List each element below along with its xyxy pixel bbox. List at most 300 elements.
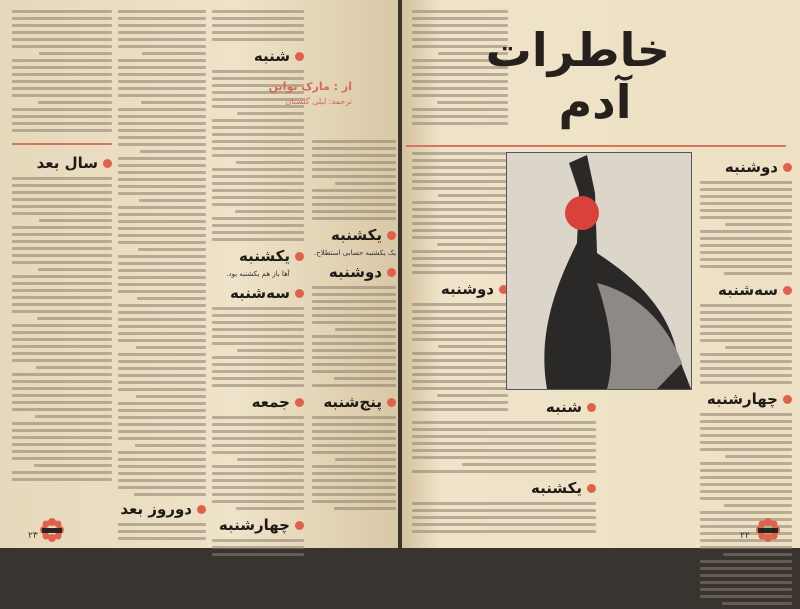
text-line: [312, 321, 396, 324]
text-line: [136, 395, 206, 398]
text-line: [412, 208, 508, 211]
text-line: [118, 325, 206, 328]
text-line: [118, 122, 206, 125]
text-line: [12, 177, 112, 180]
text-line: [412, 331, 508, 334]
text-line: [12, 45, 112, 48]
column-right-inner: [412, 152, 508, 415]
text-line: [212, 335, 304, 338]
text-line: [118, 108, 206, 111]
text-line: [12, 108, 112, 111]
text-line: [118, 304, 206, 307]
bullet-icon: [387, 268, 396, 277]
text-line: [312, 486, 396, 489]
bullet-icon: [387, 231, 396, 240]
text-line: [118, 465, 206, 468]
text-line: [700, 588, 792, 591]
text-line: [12, 408, 112, 411]
text-line: [12, 338, 112, 341]
apple-icon: [565, 196, 599, 230]
text-line: [237, 349, 304, 352]
text-line: [118, 353, 206, 356]
text-line: [700, 462, 792, 465]
text-line: [142, 52, 206, 55]
heading-text: دوشنبه: [440, 280, 494, 298]
text-line: [212, 451, 304, 454]
text-line: [412, 380, 508, 383]
text-line: [412, 373, 508, 376]
text-line: [12, 275, 112, 278]
text-line: [118, 530, 206, 533]
heading-text: دوشنبه: [328, 263, 382, 281]
text-line: [700, 237, 792, 240]
text-line: [412, 456, 596, 459]
text-line: [212, 479, 304, 482]
text-line: [118, 171, 206, 174]
text-line: [12, 212, 112, 215]
text-line: [212, 328, 304, 331]
bullet-icon: [783, 395, 792, 404]
text-line: [118, 213, 206, 216]
body-text: [412, 421, 596, 473]
text-line: [235, 210, 304, 213]
text-line: [118, 38, 206, 41]
text-line: [700, 332, 792, 335]
byline: [262, 80, 352, 106]
heading-saturday-r: [412, 398, 596, 416]
text-line: [12, 457, 112, 460]
text-line: [212, 119, 304, 122]
text-line: [700, 476, 792, 479]
text-line: [412, 215, 508, 218]
text-line: [723, 553, 792, 556]
text-line: [212, 168, 304, 171]
text-line: [412, 250, 508, 253]
text-line: [118, 318, 206, 321]
text-line: [212, 356, 304, 359]
text-line: [12, 94, 112, 97]
text-line: [212, 416, 304, 419]
text-line: [412, 180, 508, 183]
text-line: [212, 38, 304, 41]
title-rule: [406, 145, 786, 147]
text-line: [118, 458, 206, 461]
text-line: [12, 24, 112, 27]
page-number: ۲۳: [28, 531, 38, 541]
text-line: [412, 264, 508, 267]
body-text: [212, 307, 304, 387]
text-line: [412, 80, 508, 83]
text-line: [700, 244, 792, 247]
body-text: [700, 304, 792, 384]
text-line: [412, 310, 508, 313]
text-line: [236, 161, 304, 164]
text-line: [212, 363, 304, 366]
text-line: [212, 493, 304, 496]
text-line: [212, 182, 304, 185]
text-line: [12, 254, 112, 257]
text-line: [12, 450, 112, 453]
text-line: [212, 217, 304, 220]
text-line: [118, 283, 206, 286]
title-line-2: آدم: [558, 75, 632, 129]
text-line: [212, 500, 304, 503]
text-line: [118, 290, 206, 293]
heading-two-days-later: [118, 500, 206, 518]
heading-monday-r: [412, 280, 508, 298]
text-line: [118, 66, 206, 69]
text-line: [12, 115, 112, 118]
text-line: [212, 444, 304, 447]
text-line: [724, 272, 792, 275]
text-line: [412, 166, 508, 169]
text-line: [12, 198, 112, 201]
text-line: [212, 70, 304, 73]
text-line: [118, 234, 206, 237]
text-line: [118, 10, 206, 13]
text-line: [212, 17, 304, 20]
text-line: [118, 178, 206, 181]
text-line: [118, 192, 206, 195]
text-line: [312, 154, 396, 157]
text-line: [118, 472, 206, 475]
text-line: [12, 184, 112, 187]
text-line: [312, 168, 396, 171]
heading-monday-outer: [700, 158, 792, 176]
text-line: [39, 219, 112, 222]
text-line: [412, 236, 508, 239]
text-line: [12, 422, 112, 425]
text-line: [412, 108, 508, 111]
heading-tuesday: [212, 284, 304, 302]
text-line: [700, 209, 792, 212]
text-line: [700, 311, 792, 314]
text-line: [412, 271, 508, 274]
text-line: [700, 216, 792, 219]
text-line: [412, 122, 508, 125]
text-line: [118, 451, 206, 454]
text-line: [118, 24, 206, 27]
text-line: [700, 595, 792, 598]
text-line: [118, 276, 206, 279]
text-line: [312, 384, 396, 387]
text-line: [12, 373, 112, 376]
heading-text: چهارشنبه: [706, 390, 778, 408]
text-line: [412, 359, 508, 362]
text-line: [12, 247, 112, 250]
text-line: [12, 443, 112, 446]
text-line: [118, 437, 206, 440]
text-line: [118, 381, 206, 384]
inline-note: آها باز هم یکشنبه بود.: [226, 270, 290, 278]
text-line: [412, 530, 596, 533]
text-line: [12, 73, 112, 76]
text-line: [412, 115, 508, 118]
text-line: [118, 136, 206, 139]
text-line: [725, 455, 792, 458]
text-line: [12, 10, 112, 13]
text-line: [412, 303, 508, 306]
text-line: [12, 38, 112, 41]
bullet-icon: [295, 521, 304, 530]
text-line: [212, 10, 304, 13]
column-right-inner-lower: [412, 392, 596, 537]
text-line: [700, 490, 792, 493]
text-line: [12, 226, 112, 229]
text-line: [118, 206, 206, 209]
text-line: [212, 342, 304, 345]
section-rule: [12, 143, 112, 145]
text-line: [212, 553, 304, 556]
heading-sunday: [212, 247, 304, 265]
text-line: [12, 324, 112, 327]
heading-text: شنبه: [545, 398, 582, 416]
text-line: [412, 442, 596, 445]
text-line: [412, 366, 508, 369]
text-line: [212, 437, 304, 440]
author-name: از : مارک تواین: [268, 80, 352, 93]
text-line: [312, 370, 396, 373]
text-line: [312, 444, 396, 447]
text-line: [700, 574, 792, 577]
text-line: [118, 367, 206, 370]
text-line: [700, 325, 792, 328]
body-text: [12, 177, 112, 481]
text-line: [118, 227, 206, 230]
body-text: [212, 539, 304, 556]
bullet-icon: [387, 398, 396, 407]
text-line: [118, 262, 206, 265]
text-line: [12, 331, 112, 334]
text-line: [312, 423, 396, 426]
text-line: [700, 434, 792, 437]
text-line: [724, 504, 792, 507]
text-line: [118, 402, 206, 405]
text-line: [212, 154, 304, 157]
text-line: [12, 394, 112, 397]
text-line: [118, 164, 206, 167]
text-line: [212, 24, 304, 27]
heading-text: یکشنبه: [331, 226, 382, 244]
text-line: [700, 339, 792, 342]
text-line: [412, 421, 596, 424]
text-line: [118, 59, 206, 62]
text-line: [212, 31, 304, 34]
bullet-icon: [783, 286, 792, 295]
text-line: [212, 238, 304, 241]
text-line: [700, 413, 792, 416]
text-line: [118, 17, 206, 20]
text-line: [12, 87, 112, 90]
text-line: [312, 314, 396, 317]
heading-wednesday-outer: [700, 390, 792, 408]
text-line: [212, 314, 304, 317]
text-line: [118, 332, 206, 335]
body-text: [412, 152, 508, 274]
text-line: [138, 248, 206, 251]
bullet-icon: [587, 484, 596, 493]
text-line: [312, 175, 396, 178]
text-line: [700, 251, 792, 254]
text-line: [412, 222, 508, 225]
text-line: [312, 430, 396, 433]
body-text: [412, 502, 596, 533]
text-line: [237, 458, 304, 461]
text-line: [135, 444, 206, 447]
text-line: [12, 303, 112, 306]
text-line: [412, 324, 508, 327]
text-line: [12, 205, 112, 208]
text-line: [12, 17, 112, 20]
bullet-icon: [295, 289, 304, 298]
heading-text: چهارشنبه: [218, 516, 290, 534]
text-line: [12, 240, 112, 243]
text-line: [312, 140, 396, 143]
body-text: [212, 10, 304, 41]
text-line: [312, 493, 396, 496]
text-line: [136, 346, 206, 349]
text-line: [700, 195, 792, 198]
text-line: [700, 230, 792, 233]
text-line: [118, 73, 206, 76]
text-line: [12, 80, 112, 83]
text-line: [462, 463, 596, 466]
article-title: [485, 23, 670, 129]
body-text: [312, 140, 396, 220]
body-text: [118, 10, 206, 496]
text-line: [141, 101, 206, 104]
heading-text: یکشنبه: [531, 479, 582, 497]
text-line: [134, 493, 206, 496]
text-line: [12, 401, 112, 404]
text-line: [312, 210, 396, 213]
text-line: [212, 140, 304, 143]
text-line: [118, 115, 206, 118]
text-line: [725, 223, 792, 226]
text-line: [118, 45, 206, 48]
text-line: [700, 258, 792, 261]
text-line: [212, 465, 304, 468]
article-photo: [506, 152, 692, 390]
text-line: [412, 352, 508, 355]
text-line: [412, 317, 508, 320]
text-line: [118, 241, 206, 244]
text-line: [12, 345, 112, 348]
page-number: ۲۲: [740, 531, 750, 541]
text-line: [139, 199, 206, 202]
text-line: [334, 507, 396, 510]
heading-text: سه‌شنبه: [718, 281, 778, 299]
text-line: [118, 360, 206, 363]
heading-tuesday-outer: [700, 281, 792, 299]
text-line: [412, 435, 596, 438]
text-line: [700, 497, 792, 500]
bullet-icon: [295, 398, 304, 407]
text-line: [118, 269, 206, 272]
text-line: [312, 342, 396, 345]
text-line: [700, 318, 792, 321]
heading-text: جمعه: [251, 393, 290, 411]
heading-text: سال بعد: [36, 154, 98, 172]
text-line: [312, 203, 396, 206]
text-line: [236, 507, 304, 510]
bullet-icon: [197, 505, 206, 514]
text-line: [137, 297, 206, 300]
text-line: [118, 157, 206, 160]
text-line: [212, 189, 304, 192]
inline-note: یک یکشنبه حسابی استطلاح.: [314, 249, 396, 257]
text-line: [12, 31, 112, 34]
text-line: [412, 229, 508, 232]
text-line: [118, 430, 206, 433]
text-line: [700, 581, 792, 584]
text-line: [700, 181, 792, 184]
column-left-c: [118, 10, 206, 544]
text-line: [118, 87, 206, 90]
text-line: [212, 546, 304, 549]
text-line: [412, 428, 596, 431]
text-line: [312, 349, 396, 352]
text-line: [38, 268, 112, 271]
text-line: [312, 363, 396, 366]
title-line-1: خاطرات: [485, 23, 670, 77]
body-text: [700, 181, 792, 275]
text-line: [412, 152, 508, 155]
text-line: [212, 384, 304, 387]
magazine-logo: [756, 518, 780, 546]
text-line: [700, 427, 792, 430]
body-text: [12, 10, 112, 132]
text-line: [12, 478, 112, 481]
heading-text: سه‌شنبه: [230, 284, 290, 302]
text-line: [335, 458, 396, 461]
text-line: [12, 471, 112, 474]
left-page: [0, 0, 398, 548]
text-line: [312, 293, 396, 296]
bullet-icon: [783, 163, 792, 172]
column-left-b: [312, 140, 396, 514]
text-line: [118, 537, 206, 540]
text-line: [700, 360, 792, 363]
text-line: [118, 129, 206, 132]
text-line: [36, 366, 112, 369]
text-line: [12, 387, 112, 390]
heading-text: دوروز بعد: [120, 500, 192, 518]
text-line: [412, 17, 508, 20]
text-line: [118, 311, 206, 314]
text-line: [38, 101, 112, 104]
heading-monday: [312, 263, 396, 281]
text-line: [118, 31, 206, 34]
text-line: [212, 147, 304, 150]
text-line: [12, 191, 112, 194]
text-line: [12, 66, 112, 69]
right-page: [402, 0, 800, 548]
text-line: [12, 310, 112, 313]
text-line: [212, 231, 304, 234]
text-line: [212, 133, 304, 136]
text-line: [212, 423, 304, 426]
text-line: [312, 335, 396, 338]
text-line: [700, 546, 792, 549]
magazine-logo: [40, 518, 64, 546]
text-line: [412, 338, 508, 341]
translator-name: ترجمه: لیلی گلستان: [285, 97, 352, 106]
text-line: [700, 567, 792, 570]
body-text: [312, 286, 396, 387]
text-line: [118, 220, 206, 223]
text-line: [35, 415, 112, 418]
